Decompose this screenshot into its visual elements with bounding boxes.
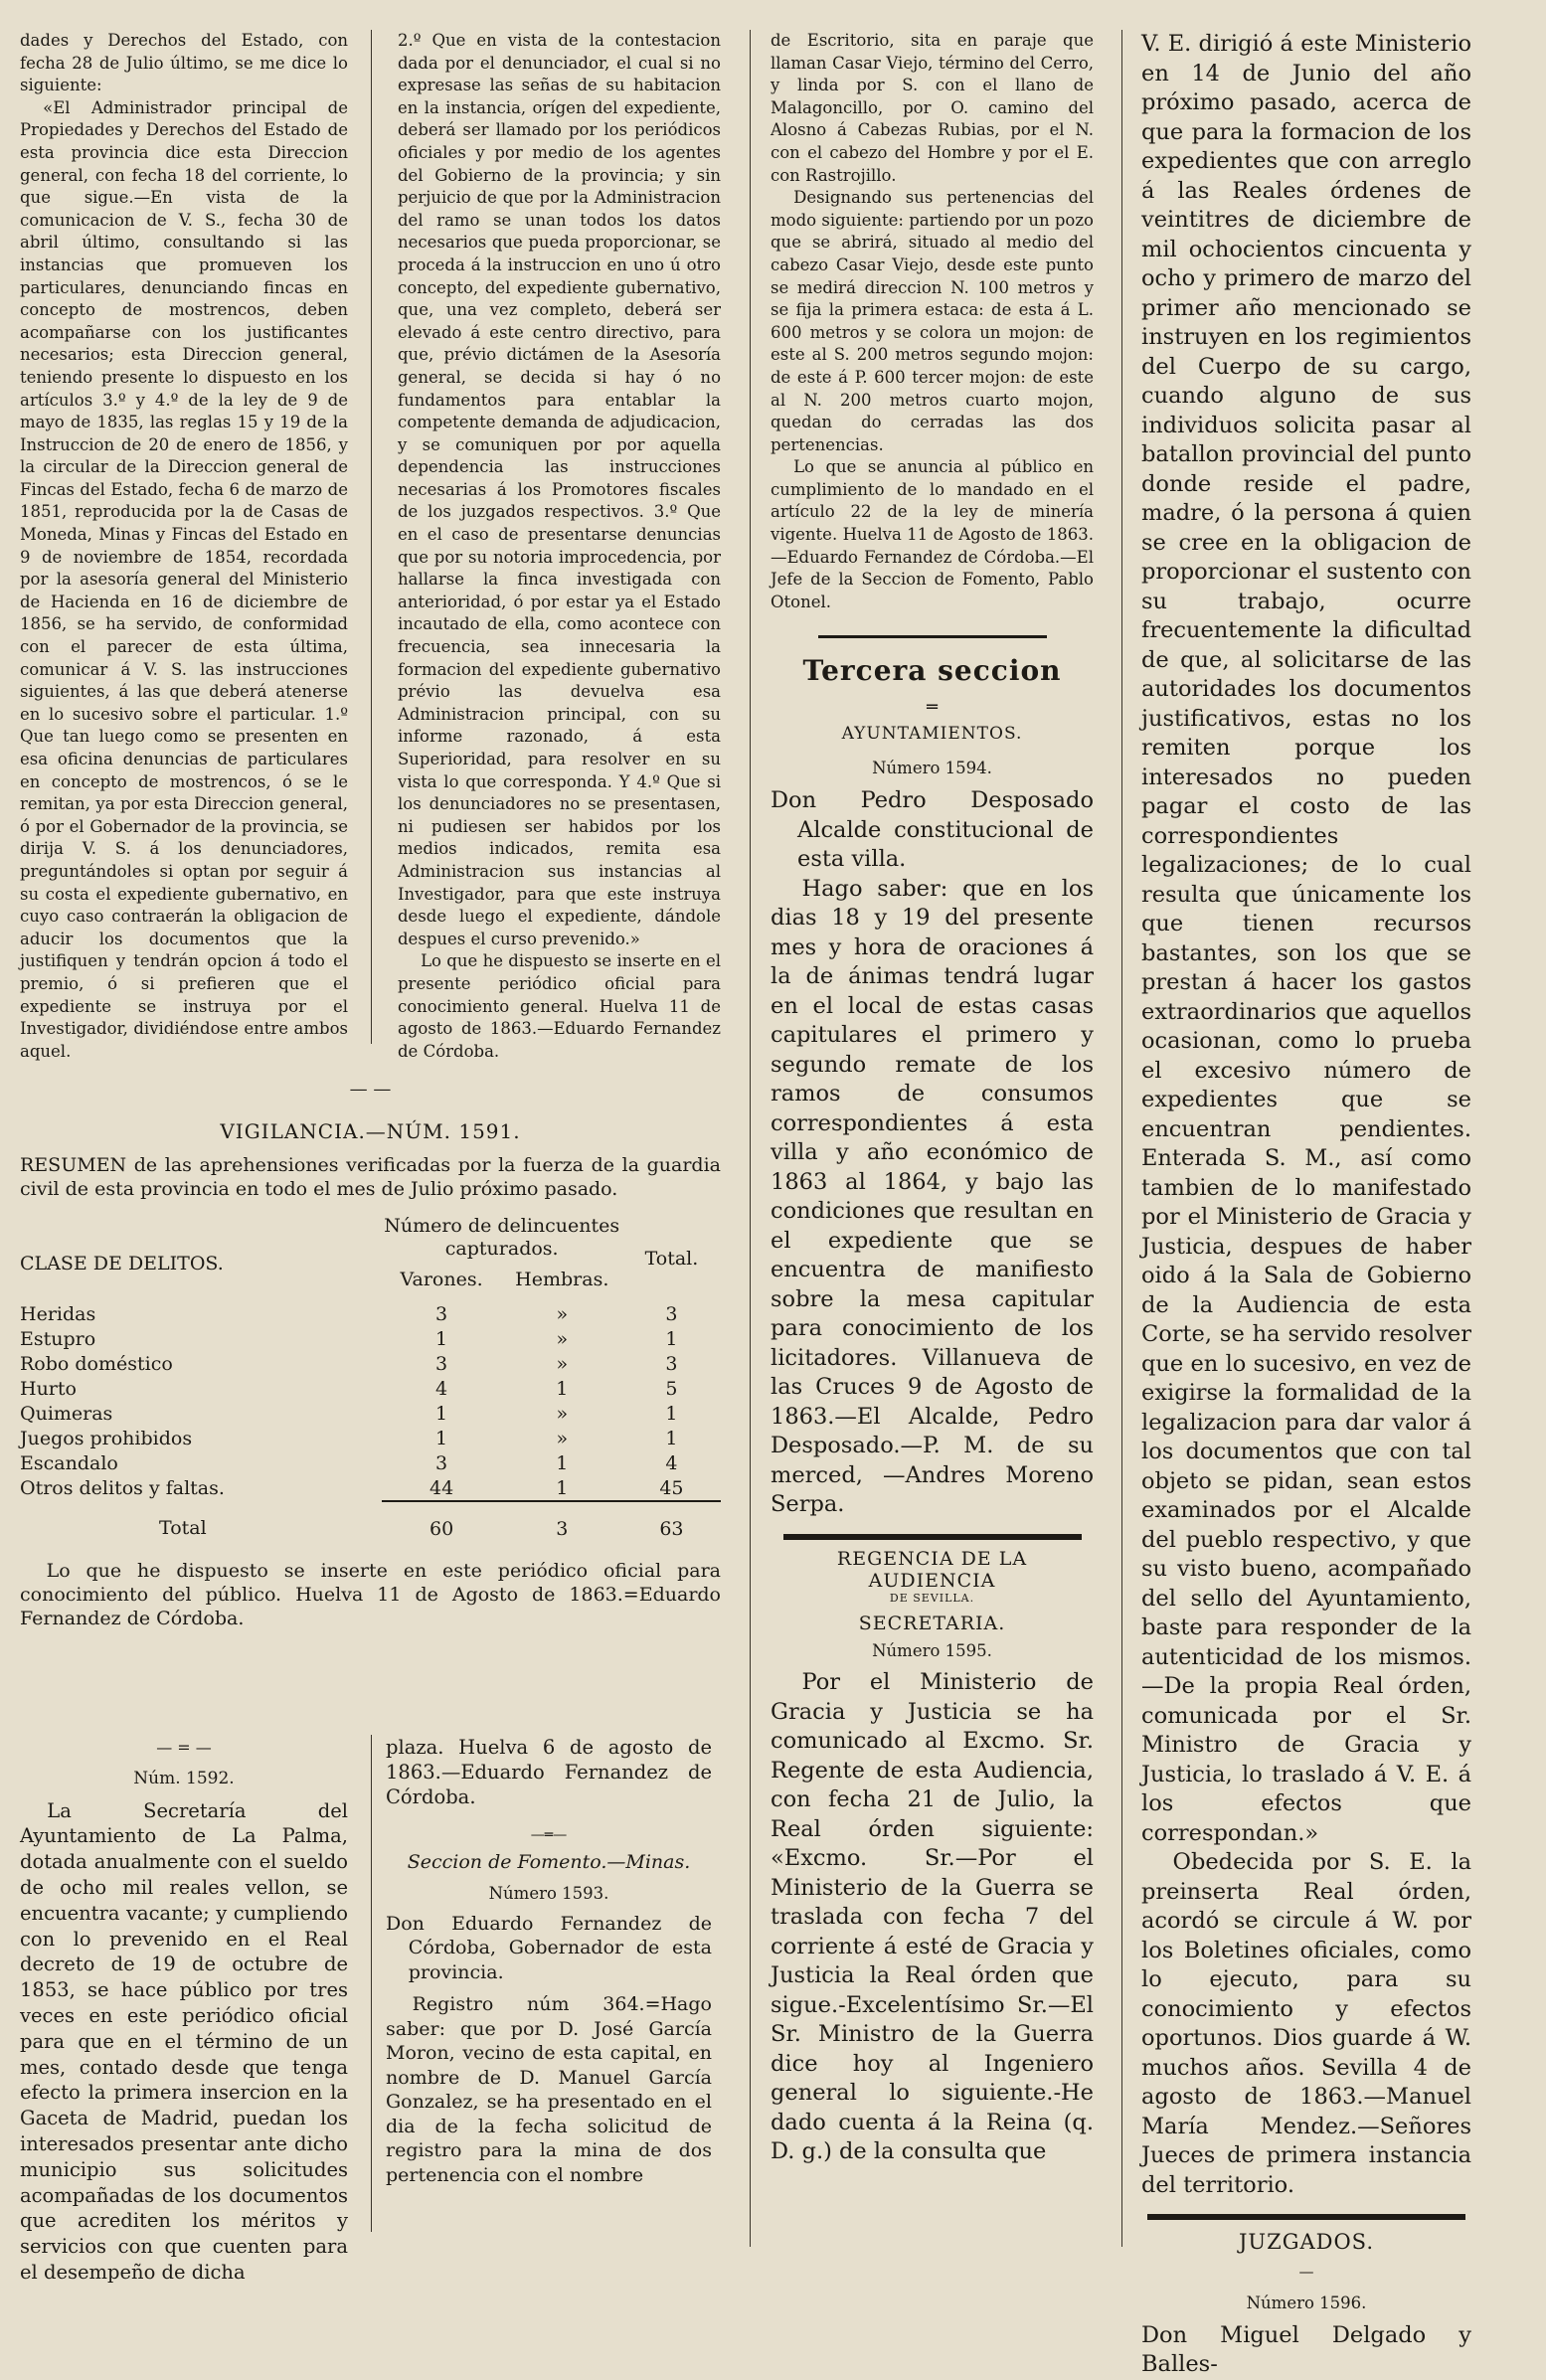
column-4 [1141, 30, 1471, 2380]
total-total: 63 [622, 1501, 721, 1541]
col3-paragraph: de Escritorio, sita en paraje que llaman Casar Viejo, término del Cerro, y linda por S. con el llano de Malagoncillo, por O. camino del Alosno á Cabezas Rubias, por el N. con el cabezo del Hombre y por el E. con Rastrojillo. [771, 31, 1094, 185]
column-divider [371, 1735, 372, 2232]
registro-text: Registro núm 364.=Hago saber: que por D. José García Moron, vecino de esta capital, en nombre de D. Manuel García Gonzalez, se ha presentado en el dia de la fecha solicitud de registro para la mina de dos pertenencia con el nombre [386, 1993, 712, 2186]
ornament: ═ [927, 697, 938, 719]
col4-paragraph: V. E. dirigió á este Ministerio en 14 de Junio del año próximo pasado, acerca de que para la formacion de los expedientes que con arreglo á las Reales órdenes de veintitres de diciembre de mil ochocientos cincuenta y ocho y primero de marzo del primer año mencionado se instruyen en los regimientos del Cuerpo de su cargo, cuando alguno de sus individuos solicita pasar al batallon provincial del punto donde reside el padre, madre, ó la persona á quien se cree en la obligacion de proporcionar el sustento con su trabajo, ocurre frecuentemente la dificultad de que, al solicitarse de las autoridades los documentos justificativos, estas no los remiten porque los interesados no pueden pagar el costo de las correspondientes legalizaciones; de lo cual resulta que únicamente los que tienen recursos bastantes, son los que se prestan á hacer los gastos extraordinarios que aquellos ocasionan, como lo prueba el excesivo número de expedientes que se encuentran pendientes. Enterada S. M., así como tambien de lo manifestado por el Ministerio de Gracia y Justicia, despues de haber oido á la Sala de Gobierno de la Audiencia de esta Corte, se ha servido resolver que en lo sucesivo, en vez de exigirse la formalidad de la legalizacion para dar valor á los documentos que con tal objeto se pidan, sean estos examinados por el Alcalde del pueblo respectivo, y que su visto bueno, acompañado del sello del Ayuntamiento, baste para responder de la autenticidad de los mismos.—De la propia Real órden, comunicada por el Sr. Ministro de Gracia y Justicia, lo traslado á V. E. á los efectos que correspondan.» [1141, 31, 1471, 1846]
table-total-row [20, 1501, 721, 1541]
table-row [20, 1376, 721, 1401]
col2-paragraph: Lo que he dispuesto se inserte en el presente periódico oficial para conocimiento general. Huelva 11 de agosto de 1863.—Eduardo Fernandez de Córdoba. [398, 951, 721, 1061]
vigilancia-footer: Lo que he dispuesto se inserte en este periódico oficial para conocimiento del público. Huelva 11 de Agosto de 1863.=Eduardo Fernandez de Córdoba. [20, 1560, 721, 1629]
col1-paragraph: «El Administrador principal de Propiedades y Derechos del Estado de esta provincia dice esta Direccion general, con fecha 18 del corriente, lo que sigue.—En vista de la comunicacion de V. S., fecha 30 de abril último, consultando si las instancias que promueven los particulares, denunciando fincas en concepto de mostrencos, deben acompañarse con los justificantes necesarios; esta Direccion general, teniendo presente lo dispuesto en los artículos 3.º y 4.º de la ley de 9 de mayo de 1835, las reglas 15 y 19 de la Instruccion de 20 de enero de 1856, y la circular de la Direccion general de Fincas del Estado, fecha 6 de marzo de 1851, reproducida por la de Casas de Moneda, Minas y Fincas del Estado en 9 de noviembre de 1854, recordada por la asesoría general del Ministerio de Hacienda en 16 de diciembre de 1856, se ha servido, de conformidad con el parecer de esta última, comunicar á V. S. las instrucciones siguientes, á las que deberá atenerse en lo sucesivo sobre el particular. 1.º Que tan luego como se presenten en esa oficina denuncias de particulares en concepto de mostrencos, ó se le remitan, ya por esta Direccion general, ó por el Gobernador de la provincia, se dirija V. S. á los denunciadores, preguntándoles si optan por seguir á su costa el expediente gubernativo, en cuyo caso contraerán la obligacion de aducir los documentos que la justifiquen y tendrán opcion á todo el premio, ó si prefieren que el expediente se instruya por el Investigador, dividiéndose entre ambos aquel. [20, 97, 348, 1061]
number-1595: Número 1595. [872, 1640, 992, 1660]
ornament: — = — [156, 1738, 212, 1757]
th-varones: Varones. [400, 1268, 483, 1290]
total-varones: 60 [382, 1501, 502, 1541]
column-3 [771, 30, 1094, 2167]
cell-varones: 3 [435, 1352, 448, 1375]
cell-clase: Hurto [20, 1377, 77, 1400]
number-1594: Número 1594. [872, 759, 992, 778]
section-title: Tercera seccion [802, 654, 1062, 688]
cell-clase: Heridas [20, 1302, 96, 1325]
juzgados-heading: JUZGADOS. [1238, 2230, 1374, 2254]
th-numero: Número de delincuentes capturados. [384, 1215, 620, 1260]
col4-paragraph: Obedecida por S. E. la preinserta Real órden, acordó se circule á W. por los Boletines oficiales, como lo ejecuto, para su conocimiento y efectos oportunos. Dios guarde á W. muchos años. Sevilla 4 de agosto de 1863.—Manuel María Mendez.—Señores Jueces de primera instancia del territorio. [1141, 1849, 1471, 2198]
cell-hembras: 1 [556, 1476, 569, 1499]
alcalde-heading: Don Pedro Desposado Alcalde constitucional de esta villa. [771, 787, 1094, 873]
total-hembras: 3 [502, 1501, 622, 1541]
cell-varones: 44 [429, 1476, 454, 1499]
cell-clase: Quimeras [20, 1402, 113, 1425]
cell-varones: 4 [435, 1377, 448, 1400]
table-row [20, 1326, 721, 1351]
col3-paragraph: Designando sus pertenencias del modo siguiente: partiendo por un pozo que se abrirá, situado al medio del cabezo Casar Viejo, desde este punto se medirá direccion N. 100 metros y se fija la primera estaca: de esta á L. 600 metros y se colora un mojon: de este al S. 200 metros segundo mojon: de este á P. 600 tercer mojon: de este al N. 200 metros cuarto mojon, quedan do cerradas las dos pertenencias. [771, 188, 1094, 454]
cell-clase: Juegos prohibidos [20, 1427, 193, 1449]
vigilancia-block [20, 1079, 721, 1630]
table-row [20, 1351, 721, 1376]
cell-total: 3 [665, 1302, 678, 1325]
column-2 [398, 30, 721, 1063]
table-row [20, 1301, 721, 1326]
column-2-bottom [386, 1735, 712, 2187]
cell-total: 4 [665, 1451, 678, 1474]
cell-hembras: » [556, 1402, 569, 1425]
notice-1592 [20, 1735, 348, 2286]
th-total: Total. [644, 1247, 699, 1270]
cell-hembras: » [556, 1302, 569, 1325]
hago-saber-text: Hago saber: que en los dias 18 y 19 del presente mes y hora de oraciones á la de ánimas tendrá lugar en el local de estas casas capitulares el primero y segundo remate de los ramos de consumos correspondientes á esta villa y año económico de 1863 al 1864, y bajo las condiciones que resultan en el expediente que se encuentra de manifiesto sobre la mesa capitular para conocimiento de los licitadores. Villanueva de las Cruces 9 de Agosto de 1863.—El Alcalde, Pedro Desposado.—P. M. de su merced, —Andres Moreno Serpa. [771, 875, 1094, 1518]
cell-total: 1 [665, 1327, 678, 1350]
cell-hembras: » [556, 1327, 569, 1350]
secretaria-heading: SECRETARIA. [858, 1612, 1006, 1634]
cell-varones: 1 [435, 1427, 448, 1449]
sevilla-heading: DE SEVILLA. [889, 1591, 975, 1605]
col3-paragraph: Por el Ministerio de Gracia y Justicia se ha comunicado al Excmo. Sr. Regente de esta Audiencia, con fecha 21 de Julio, la Real órden siguiente: «Excmo. Sr.—Por el Ministerio de la Guerra se traslada con fecha 7 del corriente á esté de Gracia y Justicia la Real órden que sigue.-Excelentísimo Sr.—El Sr. Ministro de la Guerra dice hoy al Ingeniero general lo siguiente.-He dado cuenta á la Reina (q. D. g.) de la consulta que [771, 1669, 1094, 2165]
regencia-heading: REGENCIA DE LA AUDIENCIA [836, 1547, 1028, 1592]
vigilancia-heading: VIGILANCIA.—NÚM. 1591. [220, 1119, 521, 1143]
column-1 [20, 30, 348, 1063]
cell-total: 1 [665, 1402, 678, 1425]
cell-varones: 1 [435, 1402, 448, 1425]
section-rule [783, 1534, 1082, 1540]
cell-hembras: 1 [556, 1451, 569, 1474]
ayuntamientos-heading: AYUNTAMIENTOS. [841, 724, 1023, 745]
cell-clase: Escandalo [20, 1451, 118, 1474]
section-rule [818, 635, 1047, 638]
cell-hembras: » [556, 1427, 569, 1449]
notice-1592-text: La Secretaría del Ayuntamiento de La Palma, dotada anualmente con el sueldo de ocho mil reales vellon, se encuentra vacante; y cumpliendo con lo prevenido en el Real decreto de 19 de octubre de 1853, se hace público por tres veces en este periódico oficial para que en el término de un mes, contado desde que tenga efecto la primera insercion en la Gaceta de Madrid, puedan los interesados presentar ante dicho municipio sus solicitudes acompañadas de los documentos que acrediten los méritos y servicios con que cuenten para el desempeño de dicha [20, 1798, 348, 2284]
plaza-text: plaza. Huelva 6 de agosto de 1863.—Eduardo Fernandez de Córdoba. [386, 1736, 712, 1808]
th-clase: CLASE DE DELITOS. [20, 1252, 224, 1275]
ornament: — [1298, 2262, 1314, 2281]
cell-total: 45 [659, 1476, 684, 1499]
total-label: Total [159, 1517, 207, 1539]
eduardo-heading: Don Eduardo Fernandez de Córdoba, Gobernador de esta provincia. [386, 1912, 712, 1983]
cell-clase: Otros delitos y faltas. [20, 1477, 225, 1499]
table-row [20, 1450, 721, 1475]
cell-clase: Estupro [20, 1327, 96, 1350]
cell-total: 1 [665, 1427, 678, 1449]
number-1593: Número 1593. [488, 1884, 609, 1903]
cell-varones: 1 [435, 1327, 448, 1350]
column-divider [750, 30, 751, 2247]
th-hembras: Hembras. [515, 1268, 609, 1290]
resumen-text: RESUMEN de las aprehensiones verificadas por la fuerza de la guardia civil de esta provincia en todo el mes de Julio próximo pasado. [20, 1154, 721, 1200]
cell-hembras: 1 [556, 1377, 569, 1400]
cell-varones: 3 [435, 1302, 448, 1325]
fomento-heading: Seccion de Fomento.—Minas. [407, 1851, 691, 1873]
number-1592: Núm. 1592. [133, 1768, 235, 1788]
cell-total: 5 [665, 1377, 678, 1400]
col2-paragraph: 2.º Que en vista de la contestacion dada por el denunciador, el cual si no expresase las señas de su habitacion en la instancia, orígen del expediente, deberá ser llamado por los periódicos oficiales y por medio de los agentes del Gobierno de la provincia; y sin perjuicio de que por la Administracion del ramo se unan todos los datos necesarios que pueda proporcionar, se proceda á la instruccion en uno ú otro concepto, del expediente gubernativo, que, una vez completo, deberá ser elevado á este centro directivo, para que, prévio dictámen de la Asesoría general, se decida si hay ó no fundamentos para entablar la competente demanda de adjudicacion, y se comuniquen por por aquella dependencia las instrucciones necesarias á los Promotores fiscales de los juzgados respectivos. 3.º Que en el caso de presentarse denuncias que por su notoria improcedencia, por hallarse la finca investigada con anterioridad, ó por estar ya el Estado incautado de ella, como acontece con frecuencia, sea innecesaria la formacion del expediente gubernativo prévio las devuelva esa Administracion principal, con su informe razonado, á esta Superioridad, para resolver en su vista lo que corresponda. Y 4.º Que si los denunciadores no se presentasen, ni pudiesen ser habidos por los medios indicados, remita esa Administracion sus instancias al Investigador, para que este instruya desde luego el expediente, dándole despues el curso prevenido.» [398, 31, 721, 948]
column-divider [1121, 30, 1122, 2247]
ornament: — — [349, 1079, 392, 1100]
miguel-heading: Don Miguel Delgado y Balles- [1141, 2321, 1471, 2378]
cell-clase: Robo doméstico [20, 1352, 173, 1375]
col1-paragraph: dades y Derechos del Estado, con fecha 28 de Julio último, se me dice lo siguiente: [20, 31, 348, 95]
table-row [20, 1426, 721, 1450]
cell-hembras: » [556, 1352, 569, 1375]
col3-paragraph: Lo que se anuncia al público en cumplimiento de lo mandado en el artículo 22 de la ley de minería vigente. Huelva 11 de Agosto de 1863.—Eduardo Fernandez de Córdoba.—El Jefe de la Seccion de Fomento, Pablo Otonel. [771, 457, 1094, 611]
ornament: —═— [530, 1827, 568, 1843]
section-rule [1147, 2214, 1465, 2220]
column-divider [371, 30, 372, 1044]
cell-total: 3 [665, 1352, 678, 1375]
table-row [20, 1475, 721, 1501]
number-1596: Número 1596. [1246, 2294, 1367, 2312]
cell-varones: 3 [435, 1451, 448, 1474]
table-row [20, 1401, 721, 1426]
delitos-table [20, 1215, 721, 1541]
